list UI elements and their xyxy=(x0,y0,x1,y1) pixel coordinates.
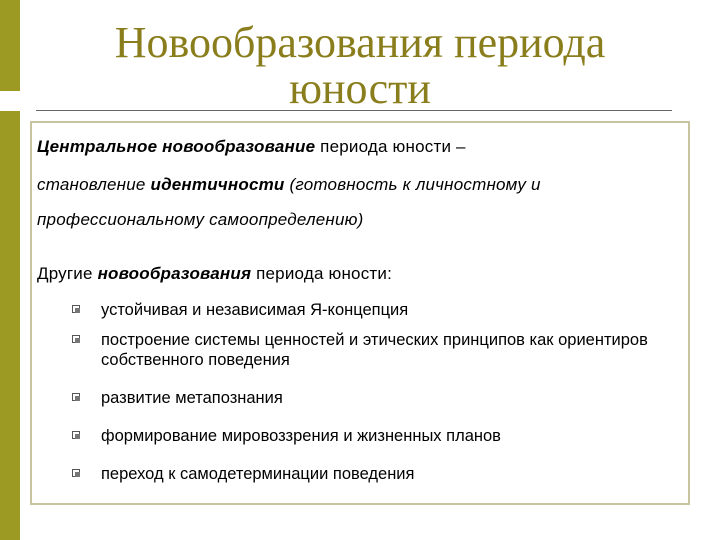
side-square-ornament xyxy=(0,90,20,112)
other-prefix: Другие xyxy=(37,264,98,283)
list-item-text: устойчивая и независимая Я-концепция xyxy=(101,301,409,319)
list-item-text: переход к самодетерминации поведения xyxy=(101,465,415,483)
title-underline xyxy=(36,110,672,111)
square-bullet-icon xyxy=(72,335,80,343)
central-rest: периода юности – xyxy=(315,137,466,156)
list-item-text: развитие метапознания xyxy=(101,389,283,407)
list-item-text: формирование мировоззрения и жизненных планов xyxy=(101,427,501,445)
square-bullet-icon xyxy=(72,305,80,313)
identity-term: идентичности xyxy=(150,175,285,194)
side-bar xyxy=(0,0,20,540)
paragraph-identity xyxy=(37,175,541,195)
square-bullet-icon xyxy=(72,393,80,401)
central-term: Центральное новообразование xyxy=(37,137,316,156)
identity-prefix: становление xyxy=(37,175,151,194)
other-term: новообразования xyxy=(97,264,252,283)
paragraph-central xyxy=(37,137,466,157)
list-item-text: построение системы ценностей и этических принципов как ориентиров собственного поведения xyxy=(101,331,648,369)
square-bullet-icon xyxy=(72,469,80,477)
identity-rest: (готовность к личностному и xyxy=(284,175,541,194)
paragraph-other xyxy=(37,264,392,284)
slide-title: Новообразования периода юности xyxy=(114,18,606,113)
square-bullet-icon xyxy=(72,431,80,439)
paragraph-self-determination: профессиональному самоопределению) xyxy=(37,210,364,229)
other-rest: периода юности: xyxy=(251,264,393,283)
